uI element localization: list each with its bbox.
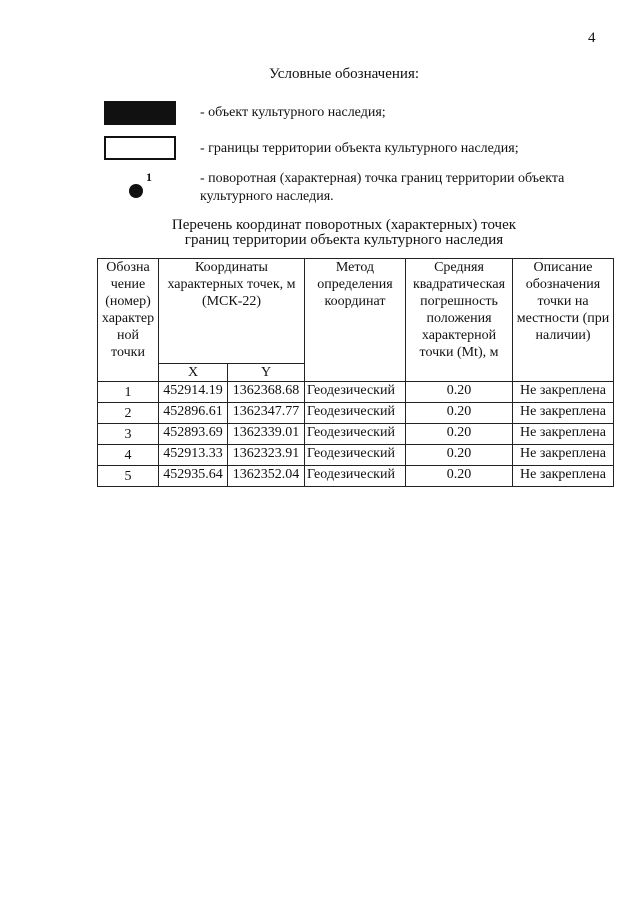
coordinates-table — [97, 258, 614, 487]
cell-method: Геодезический — [305, 424, 406, 445]
table-row — [98, 445, 614, 466]
cell-point: 5 — [98, 466, 159, 487]
cell-accuracy: 0.20 — [406, 445, 513, 466]
cell-description: Не закреплена — [513, 382, 614, 403]
filled-swatch-icon — [104, 101, 176, 125]
cell-method: Геодезический — [305, 382, 406, 403]
table-row — [98, 382, 614, 403]
list-title — [24, 218, 640, 248]
cell-y: 1362347.77 — [228, 403, 305, 424]
cell-y: 1362368.68 — [228, 382, 305, 403]
cell-x: 452896.61 — [159, 403, 228, 424]
legend-text: - границы территории объекта культурного наследия; — [200, 141, 519, 156]
cell-point: 2 — [98, 403, 159, 424]
cell-y: 1362339.01 — [228, 424, 305, 445]
legend-title: Условные обозначения: — [268, 66, 420, 82]
cell-method: Геодезический — [305, 403, 406, 424]
header-description: Описание обозначения точки на местности (при наличии) — [513, 259, 614, 382]
cell-method: Геодезический — [305, 445, 406, 466]
table-row — [98, 466, 614, 487]
cell-description: Не закреплена — [513, 403, 614, 424]
cell-x: 452935.64 — [159, 466, 228, 487]
list-title-line2: границ территории объекта культурного наследия — [184, 232, 504, 248]
cell-accuracy: 0.20 — [406, 466, 513, 487]
cell-x: 452914.19 — [159, 382, 228, 403]
cell-point: 3 — [98, 424, 159, 445]
cell-y: 1362323.91 — [228, 445, 305, 466]
header-point: Обозна чение (номер) характер ной точки — [98, 259, 159, 382]
header-accuracy: Средняя квадратическая погрешность положения характерной точки (Mt), м — [406, 259, 513, 382]
cell-accuracy: 0.20 — [406, 382, 513, 403]
cell-accuracy: 0.20 — [406, 403, 513, 424]
header-x: X — [159, 364, 228, 382]
outline-swatch-icon — [104, 136, 176, 160]
cell-x: 452913.33 — [159, 445, 228, 466]
legend-item-turning-point — [104, 170, 624, 210]
table-row — [98, 424, 614, 445]
table-header-row — [98, 259, 614, 364]
point-marker-label: 1 — [146, 170, 152, 184]
legend-text: - объект культурного наследия; — [200, 105, 386, 120]
cell-point: 1 — [98, 382, 159, 403]
legend-item-boundary — [104, 136, 624, 162]
cell-accuracy: 0.20 — [406, 424, 513, 445]
legend-item-heritage-object — [104, 101, 624, 127]
cell-method: Геодезический — [305, 466, 406, 487]
cell-y: 1362352.04 — [228, 466, 305, 487]
header-method: Метод определения координат — [305, 259, 406, 382]
cell-x: 452893.69 — [159, 424, 228, 445]
page-number: 4 — [588, 30, 596, 46]
legend-text: - поворотная (характерная) точка границ территории объекта культурного наследия. — [200, 171, 565, 204]
cell-point: 4 — [98, 445, 159, 466]
point-marker-icon — [129, 184, 143, 198]
table-row — [98, 403, 614, 424]
cell-description: Не закреплена — [513, 466, 614, 487]
header-y: Y — [228, 364, 305, 382]
header-coords: Координаты характерных точек, м (МСК-22) — [159, 259, 305, 364]
cell-description: Не закреплена — [513, 424, 614, 445]
cell-description: Не закреплена — [513, 445, 614, 466]
list-title-line1: Перечень координат поворотных (характерных) точек — [171, 217, 517, 233]
